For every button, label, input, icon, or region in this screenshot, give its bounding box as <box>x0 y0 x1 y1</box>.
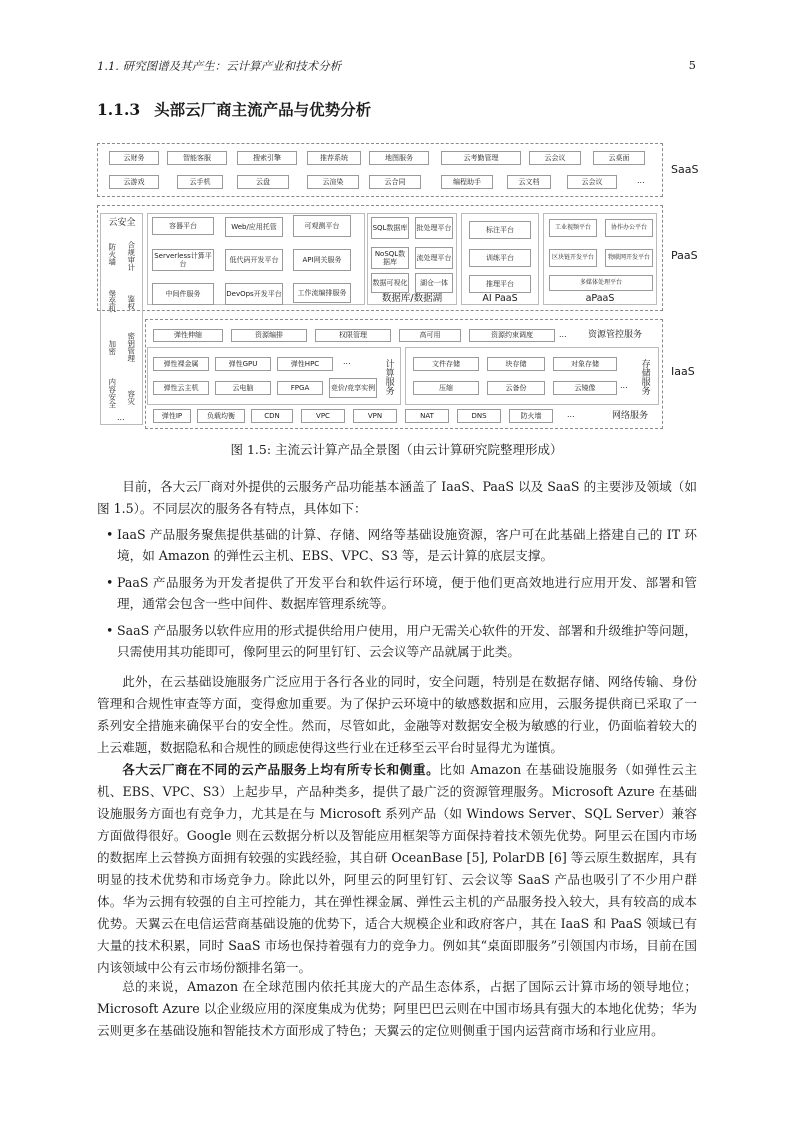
network-item: VPC <box>301 409 345 423</box>
compute-item: ... <box>343 357 351 366</box>
resource-item: 资源编排 <box>231 329 307 342</box>
saas-row2-item: 云文档 <box>507 175 551 189</box>
saas-row1-item: 云桌面 <box>593 151 645 165</box>
network-item: 负载均衡 <box>197 409 245 423</box>
paas-db-item: NoSQL数据库 <box>371 247 409 269</box>
encryption: 加密 <box>107 339 117 355</box>
saas-row2-item: 云盘 <box>237 175 289 189</box>
paas-db-label: 数据库/数据湖 <box>381 292 443 304</box>
paragraph-summary: 总的来说，Amazon 在全球范围内依托其庞大的产品生态体系，占据了国际云计算市场的领导地位；Microsoft Azure 以企业级应用的深度集成为优势；阿里巴巴云则在中国市场具有强大的本地化优势；华为云则更多在基础设施和智能技术方面形成了特色；天翼云的定位则侧重于国内运营商市场和行业应用。 <box>97 979 697 1038</box>
storage-group <box>405 347 659 405</box>
paas-db-item: SQL数据库 <box>371 217 409 239</box>
paas-label: PaaS <box>671 249 698 262</box>
network-item: CDN <box>251 409 293 423</box>
saas-row1-item: 推荐系统 <box>307 151 361 165</box>
paas-db-item: 流处理平台 <box>415 247 453 269</box>
saas-row1-item: 云财务 <box>109 151 159 165</box>
resource-item: 弹性伸缩 <box>153 329 223 342</box>
firewall: 防火墙 <box>107 242 117 266</box>
security-title: 云安全 <box>108 218 136 228</box>
resource-item: 资源约束调度 <box>469 329 555 342</box>
saas-row1-item: 智能客服 <box>167 151 227 165</box>
paragraph-security: 此外，在云基础设施服务广泛应用于各行各业的同时，安全问题，特别是在数据存储、网络传输、身份管理和合规性审查等方面，变得愈加重要。为了保护云环境中的敏感数据和应用，云服务提供商已采取了一系列安全措施来确保平台的安全性。然而，尽管如此，金融等对数据安全极为敏感的行业，仍面临着较大的上云难题，数据隐私和合规性的顾虑使得这些行业在迁移至云平台时显得尤为谨慎。 <box>97 674 697 755</box>
cloud-landscape-figure <box>97 143 697 431</box>
resource-item: ... <box>559 330 567 339</box>
paas-a-item: 工业视频平台 <box>549 219 597 237</box>
paas-db-item: 数据可视化 <box>371 273 409 293</box>
compute-item: 弹性HPC <box>277 357 333 371</box>
section-title: 头部云厂商主流产品与优势分析 <box>154 100 372 119</box>
paas-a-item: 区块链开发平台 <box>549 249 597 267</box>
compute-item: 弹性裸金属 <box>153 357 209 371</box>
page-number: 5 <box>688 58 696 72</box>
storage-item: 文件存储 <box>413 357 479 371</box>
paragraph-vendors <box>97 759 697 979</box>
authentication: 鉴权 <box>126 294 136 310</box>
saas-row1-item: 云考勤管理 <box>441 151 521 165</box>
network-item: VPN <box>353 409 397 423</box>
running-head <box>97 58 696 74</box>
list-item: • IaaS 产品服务聚焦提供基础的计算、存储、网络等基础设施资源，客户可在此基础上搭建自己的 IT 环境，如 Amazon 的弹性云主机、EBS、VPC、S3 等，是云计算的底层支撑。 <box>117 524 697 566</box>
network-item: NAT <box>405 409 449 423</box>
paas-a-item: 协作办公平台 <box>605 219 653 237</box>
paragraph-intro: 目前，各大云厂商对外提供的云服务产品功能基本涵盖了 IaaS、PaaS 以及 SaaS 的主要涉及领域（如图 1.5）。不同层次的服务各有特点，具体如下： <box>97 479 697 516</box>
iaas-label: IaaS <box>671 365 695 378</box>
compute-item: 竞价/竞享实例 <box>329 378 377 398</box>
resource-item: 高可用 <box>399 329 461 342</box>
compute-item: 云电脑 <box>215 381 271 395</box>
running-head-title: 1.1. 研究图谱及其产生：云计算产业和技术分析 <box>97 59 342 73</box>
saas-row2-item: 云合同 <box>369 175 421 189</box>
section-number: 1.1.3 <box>97 100 141 119</box>
storage-item: 对象存储 <box>553 357 617 371</box>
paas-dev-item: API网关服务 <box>293 249 351 271</box>
paas-dev-item: 容器平台 <box>152 217 214 235</box>
section-heading <box>97 98 371 120</box>
list-item: • SaaS 产品服务以软件应用的形式提供给用户使用，用户无需关心软件的开发、部署和升级维护等问题，只需使用其功能即可，像阿里云的阿里钉钉、云会议等产品就属于此类。 <box>117 620 697 662</box>
network-item: 防火墙 <box>509 409 553 423</box>
service-layer-list <box>117 524 697 668</box>
content-security: 内容安全 <box>107 378 117 408</box>
storage-item: 块存储 <box>487 357 545 371</box>
paas-ai-item: 推理平台 <box>469 275 531 293</box>
compute-item: 弹性云主机 <box>153 381 209 395</box>
paas-a-item: 物联网开发平台 <box>605 249 653 267</box>
saas-row2-item: 云手机 <box>177 175 223 189</box>
network-item: DNS <box>457 409 501 423</box>
paas-db-item: 批处理平台 <box>415 217 453 239</box>
apaas-label: aPaaS <box>585 292 615 304</box>
paas-ai-item: 标注平台 <box>469 221 531 239</box>
paragraph-vendors-lead: 各大云厂商在不同的云产品服务上均有所专长和侧重。 <box>122 762 440 777</box>
paas-dev-item: 工作流编排服务 <box>293 283 351 303</box>
resource-item: 权限管理 <box>315 329 391 342</box>
network-item: ... <box>567 410 575 419</box>
paas-a-item: 多媒体处理平台 <box>549 275 653 291</box>
compliance-audit: 合规审计 <box>126 241 136 271</box>
paas-dev-item: 可观测平台 <box>293 215 351 237</box>
paas-ai-label: AI PaaS <box>482 292 518 304</box>
compute-label: 计算服务 <box>383 359 394 395</box>
figure-caption: 图 1.5: 主流云计算产品全景图（由云计算研究院整理形成） <box>230 442 563 457</box>
security-more: ... <box>117 413 125 422</box>
paas-ai-item: 训练平台 <box>469 249 531 267</box>
network-item: 弹性IP <box>153 409 191 423</box>
paragraph-vendors-body: 比如 Amazon 在基础设施服务（如弹性云主机、EBS、VPC、S3）上起步早，产品种类多，提供了最广泛的资源管理服务。Microsoft Azure 在基础设施服务方面也有竞争力，尤其是在与 Microsoft 系列产品（如 Windows Server、SQL Server）兼容方面做得很好。Google 则在云数据分析以及智能应用框架等方面保持着技术领先优势。阿里云在国内市场的数据库上云替换方面拥有较强的实践经验，其自研 OceanBase [5], PolarDB [6] 等云原生数据库，具有明显的技术优势和市场竞争力。除此以外，阿里云的阿里钉钉、云会议等 SaaS 产品也吸引了不少用户群体。华为云拥有较强的自主可控能力，其在弹性裸金属、弹性云主机的产品服务投入较大，具有较高的成本优势。天翼云在电信运营商基础设施的优势下，适合大规模企业和政府客户，其在 IaaS 和 PaaS 领域已有大量的技术积累，同时 SaaS 市场也保持着强有力的竞争力。例如其“桌面即服务”引领国内市场，目前在国内该领域中公有云市场份额排名第一。 <box>97 762 697 975</box>
network-label: 网络服务 <box>611 410 648 421</box>
saas-row2-item: 云游戏 <box>109 175 159 189</box>
saas-row1-item: 地图服务 <box>369 151 429 165</box>
key-management: 密钥管理 <box>126 332 136 362</box>
paas-db-item: 湖仓一体 <box>415 273 453 293</box>
storage-item: 云备份 <box>487 381 545 395</box>
bastion-host: 堡垒机 <box>107 289 117 313</box>
paas-dev-item: 低代码开发平台 <box>225 249 283 271</box>
paas-dev-item: DevOps开发平台 <box>225 283 283 305</box>
saas-row2-item: 云渲染 <box>307 175 359 189</box>
paas-dev-item: 中间件服务 <box>152 283 214 305</box>
saas-row1-item: 云会议 <box>529 151 581 165</box>
paas-dev-item: Serverless计算平台 <box>152 249 214 271</box>
saas-row1-item: 搜索引擎 <box>237 151 297 165</box>
saas-row2-item: 编程助手 <box>441 175 493 189</box>
saas-row2-item: 云会议 <box>567 175 617 189</box>
storage-item: 压缩 <box>413 381 479 395</box>
list-item: • PaaS 产品服务为开发者提供了开发平台和软件运行环境，便于他们更高效地进行应用开发、部署和管理，通常会包含一些中间件、数据库管理系统等。 <box>117 572 697 614</box>
storage-item: ... <box>620 381 628 390</box>
storage-item: 云镜像 <box>553 381 617 395</box>
disaster-recovery: 容灾 <box>126 389 136 405</box>
saas-label: SaaS <box>671 163 699 176</box>
storage-label: 存储服务 <box>639 359 650 395</box>
compute-item: FPGA <box>277 381 323 395</box>
paas-dev-item: Web/应用托管 <box>225 217 283 237</box>
compute-item: 弹性GPU <box>215 357 271 371</box>
resource-label: 资源管控服务 <box>587 329 642 340</box>
saas-row2-item: ... <box>637 176 645 185</box>
